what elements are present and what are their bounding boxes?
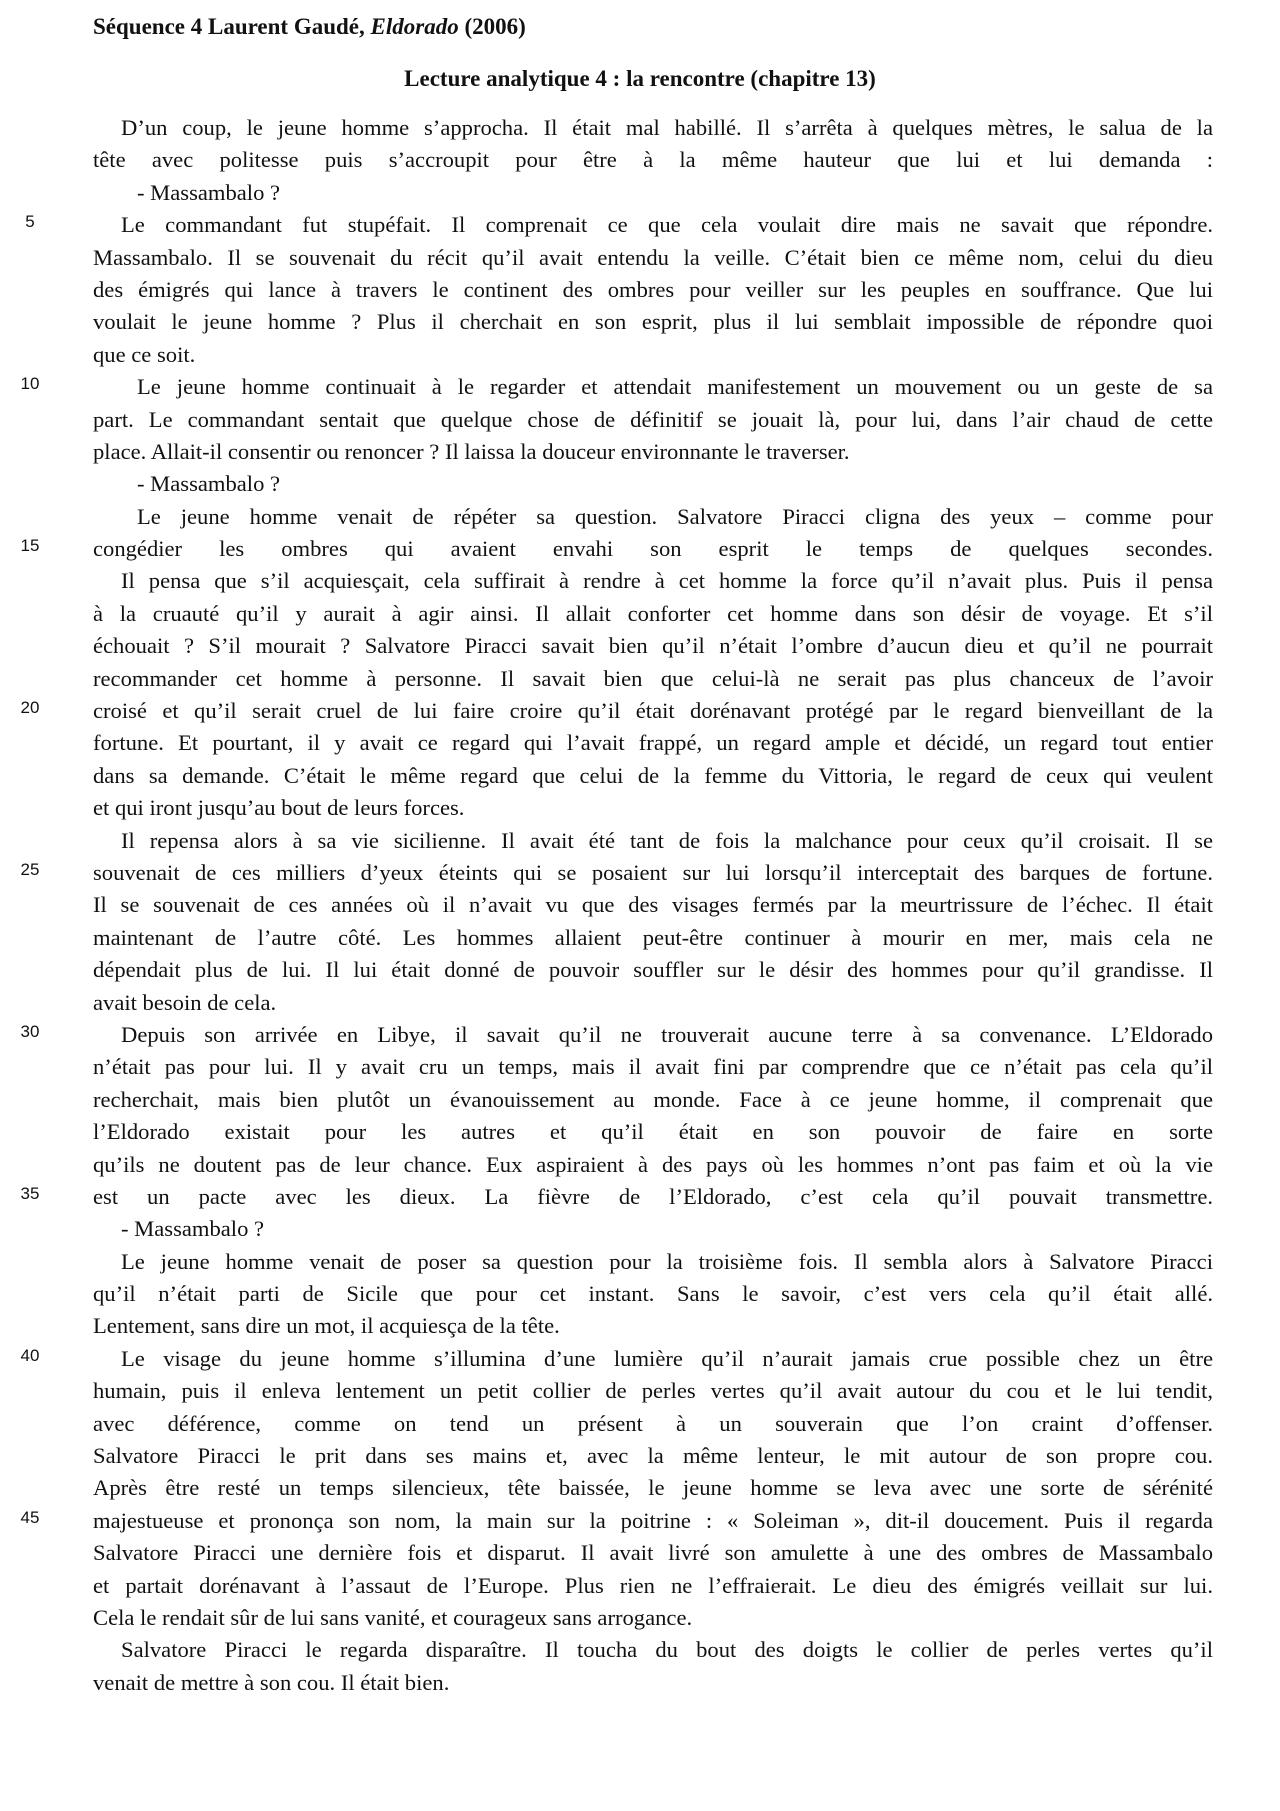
line-number: 30 (20, 1022, 40, 1041)
lecture-subtitle: Lecture analytique 4 : la rencontre (chapitre 13) (404, 66, 876, 91)
sequence-header (93, 14, 526, 40)
text-line: Salvatore Piracci le regarda disparaître. Il toucha du bout des doigts le collier de perles vertes qu’il (121, 1637, 1213, 1663)
text-line: Le visage du jeune homme s’illumina d’une lumière qu’il n’aurait jamais crue possible chez un être (121, 1345, 1213, 1371)
text-line: venait de mettre à son cou. Il était bien. (93, 1669, 450, 1695)
line-number: 5 (25, 212, 35, 231)
excerpt-text (93, 112, 1213, 1699)
text-line: souvenait de ces milliers d’yeux éteints qui se posaient sur lui lorsqu’il interceptait des barques de fortune. (93, 859, 1213, 885)
text-line: maintenant de l’autre côté. Les hommes allaient peut-être continuer à mourir en mer, mais cela ne (93, 924, 1213, 950)
text-line: dépendait plus de lui. Il lui était donné de pouvoir souffler sur le désir des hommes pour qu’il grandisse. Il (93, 957, 1213, 983)
text-line: à la cruauté qu’il y aurait à agir ainsi. Il allait conforter cet homme dans son désir de voyage. Et s’il (93, 600, 1213, 626)
text-line: qu’ils ne doutent pas de leur chance. Eux aspiraient à des pays où les hommes n’ont pas faim et où la vie (93, 1151, 1213, 1177)
text-line: Depuis son arrivée en Libye, il savait qu’il ne trouverait aucune terre à sa convenance. L’Eldorado (121, 1021, 1213, 1047)
text-line: place. Allait-il consentir ou renoncer ? Il laissa la douceur environnante le traverser. (93, 438, 850, 464)
text-line: croisé et qu’il serait cruel de lui faire croire qu’il était dorénavant protégé par le regard bienveillant de la (93, 698, 1213, 724)
text-line: majestueuse et prononça son nom, la main sur la poitrine : « Soleiman », dit-il doucement. Puis il regarda (93, 1507, 1213, 1533)
text-line: que ce soit. (93, 341, 196, 367)
line-number: 25 (20, 860, 40, 879)
text-line: recherchait, mais bien plutôt un évanouissement au monde. Face à ce jeune homme, il comprenait que (93, 1086, 1213, 1112)
text-line: - Massambalo ? (137, 471, 281, 497)
text-line: Salvatore Piracci une dernière fois et disparut. Il avait livré son amulette à une des ombres de Massambalo (93, 1540, 1213, 1566)
text-line: congédier les ombres qui avaient envahi son esprit le temps de quelques secondes. (93, 536, 1213, 562)
text-line: Cela le rendait sûr de lui sans vanité, et courageux sans arrogance. (93, 1604, 693, 1630)
text-line: tête avec politesse puis s’accroupit pour être à la même hauteur que lui et lui demanda : (93, 147, 1213, 173)
text-line: voulait le jeune homme ? Plus il cherchait en son esprit, plus il lui semblait impossible de répondre quoi (93, 309, 1213, 335)
text-line: Lentement, sans dire un mot, il acquiesça de la tête. (93, 1313, 560, 1339)
text-line: dans sa demande. C’était le même regard que celui de la femme du Vittoria, le regard de ceux qui veulent (93, 762, 1213, 788)
line-number: 35 (20, 1184, 40, 1203)
text-line: Le commandant fut stupéfait. Il comprenait ce que cela voulait dire mais ne savait que répondre. (121, 212, 1213, 238)
line-number: 10 (20, 374, 40, 393)
text-line: D’un coup, le jeune homme s’approcha. Il était mal habillé. Il s’arrêta à quelques mètres, le salua de la (121, 115, 1213, 140)
line-number: 40 (20, 1346, 40, 1365)
text-line: l’Eldorado existait pour les autres et qu’il était en son pouvoir de faire en sorte (93, 1119, 1213, 1145)
text-line: et qui iront jusqu’au bout de leurs forces. (93, 795, 465, 821)
line-number: 45 (20, 1508, 40, 1527)
text-line: Le jeune homme venait de répéter sa question. Salvatore Piracci cligna des yeux – comme pour (137, 503, 1213, 529)
text-line: échouait ? S’il mourait ? Salvatore Piracci savait bien qu’il n’était l’ombre d’aucun dieu et qu’il ne pourrait (93, 633, 1213, 659)
text-line: avait besoin de cela. (93, 989, 277, 1015)
line-number: 15 (20, 536, 40, 555)
text-line: et partait dorénavant à l’assaut de l’Europe. Plus rien ne l’effraierait. Le dieu des émigrés veillait sur lui. (93, 1572, 1213, 1598)
text-line: Il se souvenait de ces années où il n’avait vu que des visages fermés par la meurtrissure de l’échec. Il était (93, 892, 1213, 918)
header-prefix: Séquence 4 Laurent Gaudé, (93, 14, 371, 39)
text-line: - Massambalo ? (137, 179, 281, 205)
text-line: Il repensa alors à sa vie sicilienne. Il avait été tant de fois la malchance pour ceux qu’il croisait. Il se (121, 827, 1213, 853)
text-line: Il pensa que s’il acquiesçait, cela suffirait à rendre à cet homme la force qu’il n’avait plus. Puis il pensa (121, 568, 1213, 594)
text-line: part. Le commandant sentait que quelque chose de définitif se jouait là, pour lui, dans l’air chaud de cette (93, 406, 1213, 432)
text-line: Après être resté un temps silencieux, tête baissée, le jeune homme se leva avec une sorte de sérénité (93, 1475, 1213, 1501)
text-line: n’était pas pour lui. Il y avait cru un temps, mais il avait fini par comprendre que ce n’était pas cela qu’il (93, 1054, 1213, 1080)
text-line: Le jeune homme continuait à le regarder et attendait manifestement un mouvement ou un geste de sa (137, 374, 1213, 400)
text-line: avec déférence, comme on tend un présent à un souverain que l’on craint d’offenser. (93, 1410, 1213, 1436)
text-line: est un pacte avec les dieux. La fièvre de l’Eldorado, c’est cela qu’il pouvait transmettre. (93, 1183, 1213, 1209)
line-number: 20 (20, 698, 40, 717)
text-line: Massambalo. Il se souvenait du récit qu’il avait entendu la veille. C’était bien ce même nom, celui du dieu (93, 244, 1213, 270)
text-line: des émigrés qui lance à travers le continent des ombres pour veiller sur les peuples en souffrance. Que lui (93, 276, 1213, 302)
text-line: Le jeune homme venait de poser sa question pour la troisième fois. Il sembla alors à Salvatore Piracci (121, 1248, 1213, 1274)
header-year: (2006) (458, 14, 526, 39)
text-line: - Massambalo ? (121, 1216, 265, 1242)
text-line: recommander cet homme à personne. Il savait bien que celui-là ne serait pas plus chanceux de l’avoir (93, 665, 1213, 691)
book-title: Eldorado (370, 14, 459, 39)
text-line: Salvatore Piracci le prit dans ses mains et, avec la même lenteur, le mit autour de son propre cou. (93, 1443, 1213, 1469)
text-line: humain, puis il enleva lentement un petit collier de perles vertes qu’il avait autour du cou et le lui tendit, (93, 1378, 1213, 1404)
text-line: fortune. Et pourtant, il y avait ce regard qui l’avait frappé, un regard ample et décidé, un regard tout entier (93, 730, 1213, 756)
text-line: qu’il n’était parti de Sicile que pour cet instant. Sans le savoir, c’est vers cela qu’il était allé. (93, 1281, 1213, 1307)
